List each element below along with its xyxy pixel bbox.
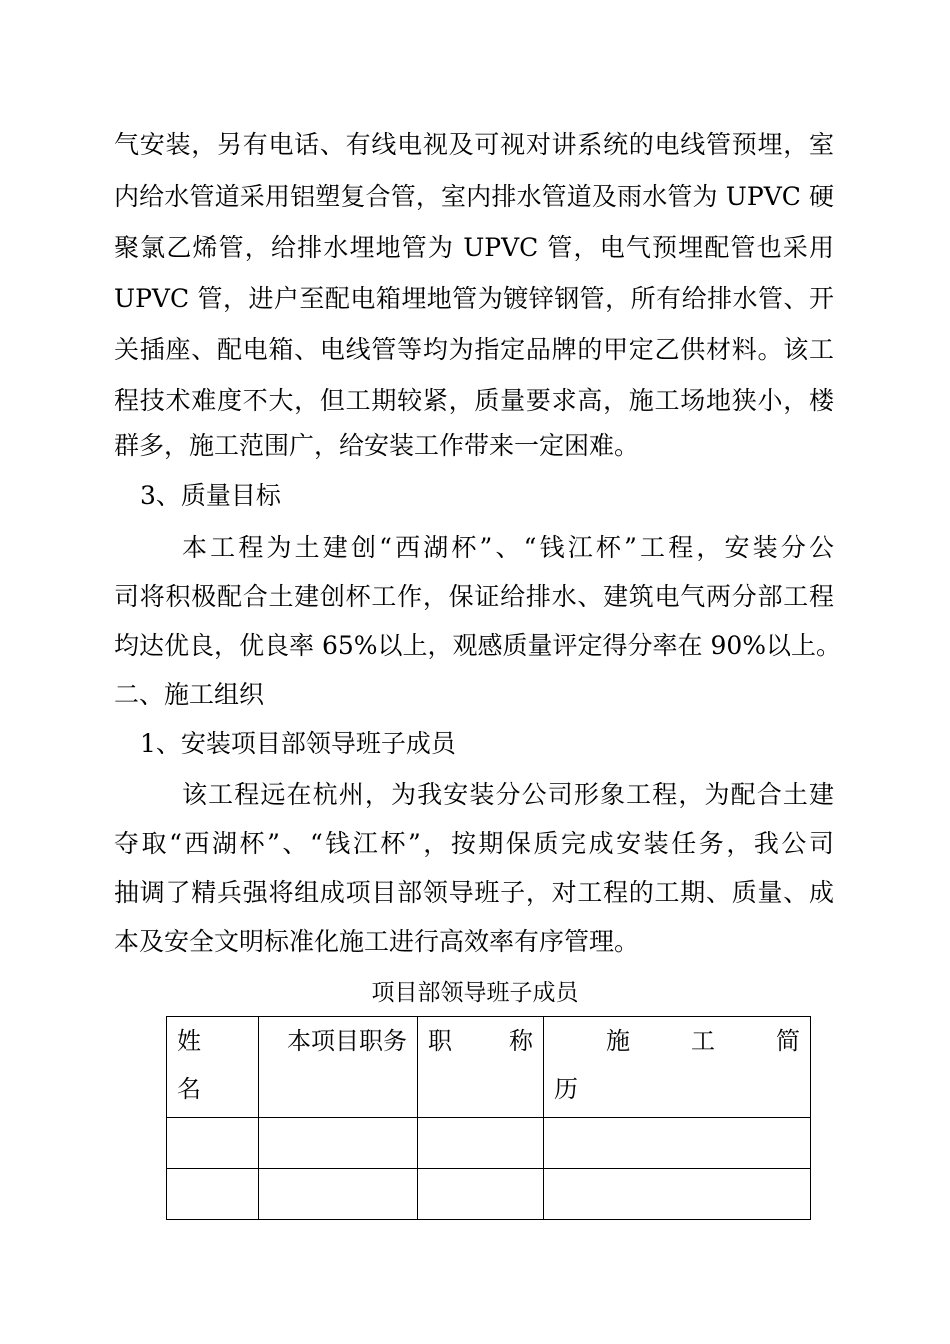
heading-construction-organization: 二、施工组织 [114, 680, 265, 709]
header-resume-tail: 历 [554, 1075, 578, 1103]
table-row [167, 1169, 811, 1220]
header-resume-char-3: 简 [776, 1027, 800, 1055]
paragraph3-line-3: 抽调了精兵强将组成项目部领导班子，对工程的工期、质量、成 [114, 878, 834, 907]
header-position-cell [259, 1017, 418, 1118]
table-cell [544, 1118, 811, 1169]
paragraph1-line-5: 关插座、配电箱、电线管等均为指定品牌的甲定乙供材料。该工 [114, 335, 834, 364]
table-cell [418, 1169, 544, 1220]
table-cell [167, 1118, 259, 1169]
header-title-char-1: 职 [428, 1027, 452, 1055]
paragraph1-line-7: 群多，施工范围广，给安装工作带来一定困难。 [114, 431, 640, 460]
table-row [167, 1118, 811, 1169]
paragraph1-line-2: 内给水管道采用铝塑复合管，室内排水管道及雨水管为 UPVC 硬 [114, 182, 834, 211]
header-resume-char-2: 工 [691, 1027, 715, 1055]
paragraph1-line-3: 聚氯乙烯管，给排水埋地管为 UPVC 管，电气预埋配管也采用 [114, 233, 834, 262]
table-cell [259, 1118, 418, 1169]
header-resume-cell [544, 1017, 811, 1118]
table-caption: 项目部领导班子成员 [371, 980, 579, 1006]
paragraph3-line-4: 本及安全文明标准化施工进行高效率有序管理。 [114, 927, 640, 956]
header-position: 本项目职务 [287, 1027, 407, 1055]
paragraph1-line-4: UPVC 管，进户至配电箱埋地管为镀锌钢管，所有给排水管、开 [114, 284, 834, 313]
header-title-cell [418, 1017, 544, 1118]
paragraph3-line-2: 夺取“西湖杯”、“钱江杯”，按期保质完成安装任务，我公司 [114, 829, 834, 858]
header-name: 姓名 [177, 1027, 201, 1103]
paragraph2-line-3: 均达优良，优良率 65%以上，观感质量评定得分率在 90%以上。 [114, 631, 842, 660]
header-title-char-2: 称 [509, 1027, 533, 1055]
heading-quality-target: 3、质量目标 [140, 481, 281, 510]
leadership-team-table [166, 1016, 811, 1220]
table-cell [418, 1118, 544, 1169]
header-resume [554, 1017, 800, 1065]
table-cell [259, 1169, 418, 1220]
header-title [428, 1017, 533, 1065]
table-header-row [167, 1017, 811, 1118]
paragraph2-line-1: 本工程为土建创“西湖杯”、“钱江杯”工程，安装分公 [182, 533, 834, 562]
header-resume-char-1: 施 [606, 1027, 630, 1055]
paragraph2-line-2: 司将积极配合土建创杯工作，保证给排水、建筑电气两分部工程 [114, 582, 834, 611]
header-name-cell [167, 1017, 259, 1118]
table-cell [544, 1169, 811, 1220]
paragraph1-line-6: 程技术难度不大，但工期较紧，质量要求高，施工场地狭小，楼 [114, 386, 834, 415]
heading-leadership-team: 1、安装项目部领导班子成员 [140, 729, 456, 758]
paragraph1-line-1: 气安装，另有电话、有线电视及可视对讲系统的电线管预埋，室 [114, 130, 834, 159]
table-cell [167, 1169, 259, 1220]
paragraph3-line-1: 该工程远在杭州，为我安装分公司形象工程，为配合土建 [182, 780, 834, 809]
